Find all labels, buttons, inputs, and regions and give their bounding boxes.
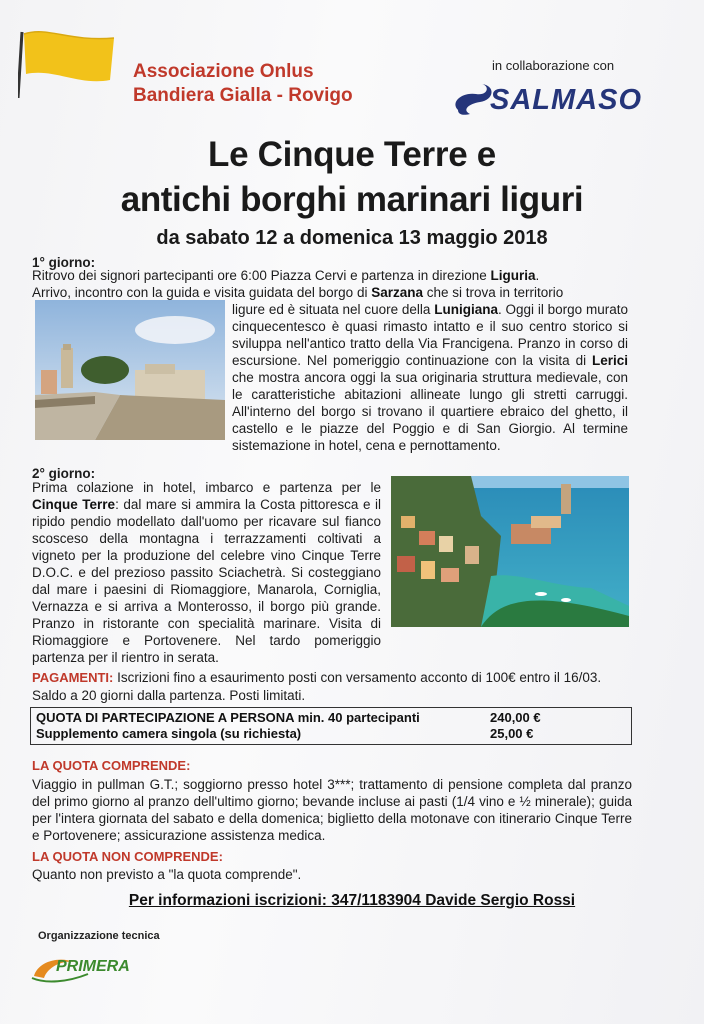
excludes-heading: LA QUOTA NON COMPRENDE:: [32, 849, 223, 864]
payments-label: PAGAMENTI:: [32, 670, 114, 685]
day1-text: che si trova in territorio: [422, 285, 564, 300]
day2-heading: 2° giorno:: [32, 466, 96, 481]
excludes-text: Quanto non previsto a "la quota comprende".: [32, 867, 302, 882]
association-line1: Associazione Onlus: [133, 61, 314, 82]
day1-highlight: Lunigiana: [434, 302, 498, 317]
day1-text: . Oggi il borgo murato cinquecentesco è quasi rimasto intatto e il suo centro storico si sviluppa nell'antico tratto della Via Francigena. Pranzo in corso di escursione. Nel pomeriggio continuazione con la visita di: [232, 302, 628, 368]
day1-text: Arrivo, incontro con la guida e visita guidata del borgo di: [32, 285, 372, 300]
partner-name: SALMASO: [490, 84, 642, 116]
organizer-name: PRIMERA: [56, 958, 130, 975]
contact-info: Per informazioni iscrizioni: 347/1183904 Davide Sergio Rossi: [128, 892, 576, 909]
day2-highlight: Cinque Terre: [32, 497, 116, 512]
day1-text: .: [535, 268, 540, 283]
payments-line: [32, 669, 642, 686]
day1-text: Ritrovo dei signori partecipanti ore 6:00 Piazza Cervi e partenza in direzione: [32, 268, 491, 283]
payments-balance: Saldo a 20 giorni dalla partenza. Posti limitati.: [32, 688, 306, 703]
quota-row-value: 25,00 €: [490, 726, 534, 741]
trip-dates: da sabato 12 a domenica 13 maggio 2018: [156, 227, 548, 249]
yellow-flag-logo: [18, 28, 118, 98]
collaboration-label: in collaborazione con: [492, 58, 615, 73]
title-line2: antichi borghi marinari liguri: [120, 180, 584, 219]
day2-description: [32, 479, 381, 666]
association-line2: Bandiera Gialla - Rovigo: [133, 85, 353, 106]
day1-highlight: Liguria: [490, 268, 536, 283]
quota-row-value: 240,00 €: [490, 710, 541, 725]
sarzana-photo: [35, 300, 225, 440]
vernazza-photo: [391, 476, 629, 627]
association-name: [133, 60, 353, 108]
title-line1: Le Cinque Terre e: [208, 135, 496, 174]
payments-text: Iscrizioni fino a esaurimento posti con versamento acconto di 100€ entro il 16/03.: [113, 670, 602, 685]
day2-text: Prima colazione in hotel, imbarco e partenza per le: [32, 480, 381, 495]
includes-text: Viaggio in pullman G.T.; soggiorno presso hotel 3***; trattamento di pensione completa dal pranzo del primo giorno al pranzo dell'ultimo giorno; bevande incluse ai pasti (1/4 vino e ½ minerale); guida per l'intera giornata del sabato e della domenica; biglietto della motonave con itinerario Cinque Terre e Portovenere; assicurazione assistenza medica.: [32, 777, 632, 843]
day1-text: che mostra ancora oggi la sua originaria struttura medievale, con le caratteristiche abitazioni allineate lungo gli stretti carruggi. All'interno del borgo si trovano il quartiere ebraico del ghetto, il castello e le piazze del Poggio e di San Giorgio. Al termine sistemazione in hotel, cena e pernottamento.: [232, 370, 628, 453]
day2-text: : dal mare si ammira la Costa pittoresca e il ripido pendio modellato dall'uomo per ricavare sul fianco scosceso della montagna i terrazzamenti coltivati a vigneto per la produzione del celebre vino Cinque Terre D.O.C. e del prezioso passito Sciachetrà. Si costeggiano dal mare i paesini di Riomaggiore, Manarola, Corniglia, Vernazza e si arriva a Monterosso, il borgo più grande. Pranzo in ristorante con specialità marinare. Visita di Riomaggiore e Portovenere. Nel tardo pomeriggio partenza per il rientro in serata.: [32, 497, 382, 665]
day1-text: ligure ed è situata nel cuore della: [232, 302, 435, 317]
quota-row-label: Supplemento camera singola (su richiesta): [36, 726, 302, 741]
day1-description: [232, 301, 628, 454]
organizer-label: Organizzazione tecnica: [38, 930, 160, 942]
day1-heading: 1° giorno:: [32, 255, 96, 270]
includes-heading: LA QUOTA COMPRENDE:: [32, 758, 191, 773]
day1-highlight: Sarzana: [371, 285, 423, 300]
day1-intro: [32, 267, 652, 301]
day1-highlight: Lerici: [591, 353, 628, 368]
quota-row-label: QUOTA DI PARTECIPAZIONE A PERSONA min. 40 partecipanti: [36, 710, 420, 725]
